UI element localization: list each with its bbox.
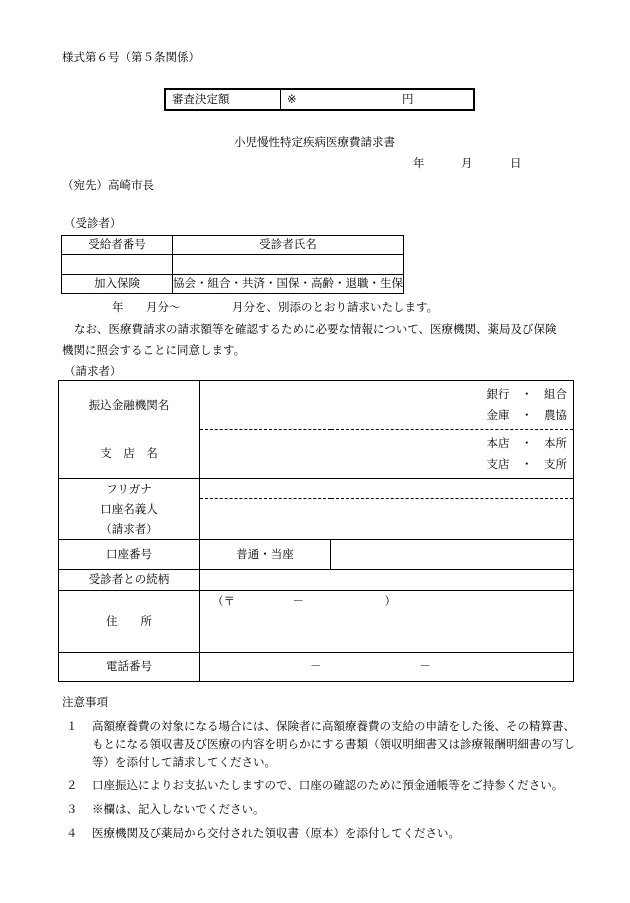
claim-year: 年 [112, 300, 124, 314]
postal-code: （〒 － ） [212, 594, 396, 608]
bank-type-2: 金庫 ・ 農協 [486, 408, 567, 422]
branch-type-1: 本店 ・ 本所 [486, 436, 567, 450]
holder-name-label: 口座名義人 [100, 502, 158, 516]
patient-name-header: 受診者氏名 [173, 236, 404, 255]
phone-dash-2: － [419, 659, 431, 674]
assessment-label: 審査決定額 [165, 89, 281, 110]
claimant-table [58, 380, 574, 682]
assessment-box [164, 88, 475, 111]
branch-field[interactable] [200, 430, 574, 479]
address-label: 住 所 [59, 591, 200, 653]
insurance-options[interactable]: 協会・組合・共済・国保・高齢・退職・生保 [173, 275, 404, 294]
notes [62, 694, 582, 849]
date-month: 月 [461, 156, 473, 170]
phone-dash-1: － [310, 659, 322, 674]
insurance-label: 加入保険 [62, 275, 173, 294]
note-item: ２ 口座振込によりお支払いたしますので、口座の確認のために預金通帳等をご持参ください。 [66, 778, 564, 793]
bank-label: 振込金融機関名 [59, 381, 200, 430]
note-item: １ 高額療養費の対象になる場合には、保険者に高額療養費の支給の申請をした後、その精算書、もとになる領収書及び医療の内容を明らかにする書類（領収明細書又は診療報酬明細書の写し等）を添付して請求してください。 [66, 719, 575, 769]
holder-name-field[interactable] [200, 499, 574, 540]
account-number-field[interactable] [331, 540, 574, 570]
note-item: ４ 医療機関及び薬局から交付された領収書（原本）を添付してください。 [66, 826, 460, 841]
recipient-number-field[interactable] [62, 255, 173, 275]
assessment-mark: ※ [287, 91, 297, 106]
furigana-label: フリガナ [106, 482, 152, 496]
recipient-number-header: 受給者番号 [62, 236, 173, 255]
date-year: 年 [413, 156, 425, 170]
consent-line-1: なお、医療費請求の請求額等を確認するために必要な情報について、医療機関、薬局及び保険 [74, 322, 557, 336]
phone-label: 電話番号 [59, 653, 200, 682]
account-number-label: 口座番号 [59, 540, 200, 570]
claimant-section-label: （請求者） [64, 364, 122, 378]
date-day: 日 [510, 156, 522, 170]
assessment-value-field[interactable] [281, 89, 475, 110]
relation-label: 受診者との続柄 [59, 570, 200, 591]
claim-month-from: 月分～ [146, 300, 181, 314]
address-field[interactable] [200, 591, 574, 653]
branch-label: 支 店 名 [59, 430, 200, 479]
holder-sub-label: （請求者） [100, 522, 158, 536]
note-item: ３ ※欄は、記入しないでください。 [66, 802, 265, 817]
relation-field[interactable] [200, 570, 574, 591]
assessment-unit: 円 [401, 91, 414, 106]
notes-heading: 注意事項 [62, 695, 108, 709]
claim-month-to: 月分を、別添のとおり請求いたします。 [232, 300, 439, 314]
patient-table [61, 235, 404, 294]
patient-name-field[interactable] [173, 255, 404, 275]
phone-field[interactable] [200, 653, 574, 682]
account-holder-label [59, 479, 200, 540]
bank-type-1: 銀行 ・ 組合 [486, 387, 567, 401]
furigana-field[interactable] [200, 479, 574, 499]
form-number: 様式第６号（第５条関係） [62, 50, 200, 64]
bank-field[interactable] [200, 381, 574, 430]
addressee: （宛先）高崎市長 [62, 178, 154, 192]
patient-section-label: （受診者） [64, 216, 122, 230]
consent-line-2: 機関に照会することに同意します。 [62, 343, 246, 357]
branch-type-2: 支店 ・ 支所 [486, 457, 567, 471]
page-title: 小児慢性特定疾病医療費請求書 [234, 135, 395, 149]
account-type-options[interactable]: 普通・当座 [200, 540, 331, 570]
